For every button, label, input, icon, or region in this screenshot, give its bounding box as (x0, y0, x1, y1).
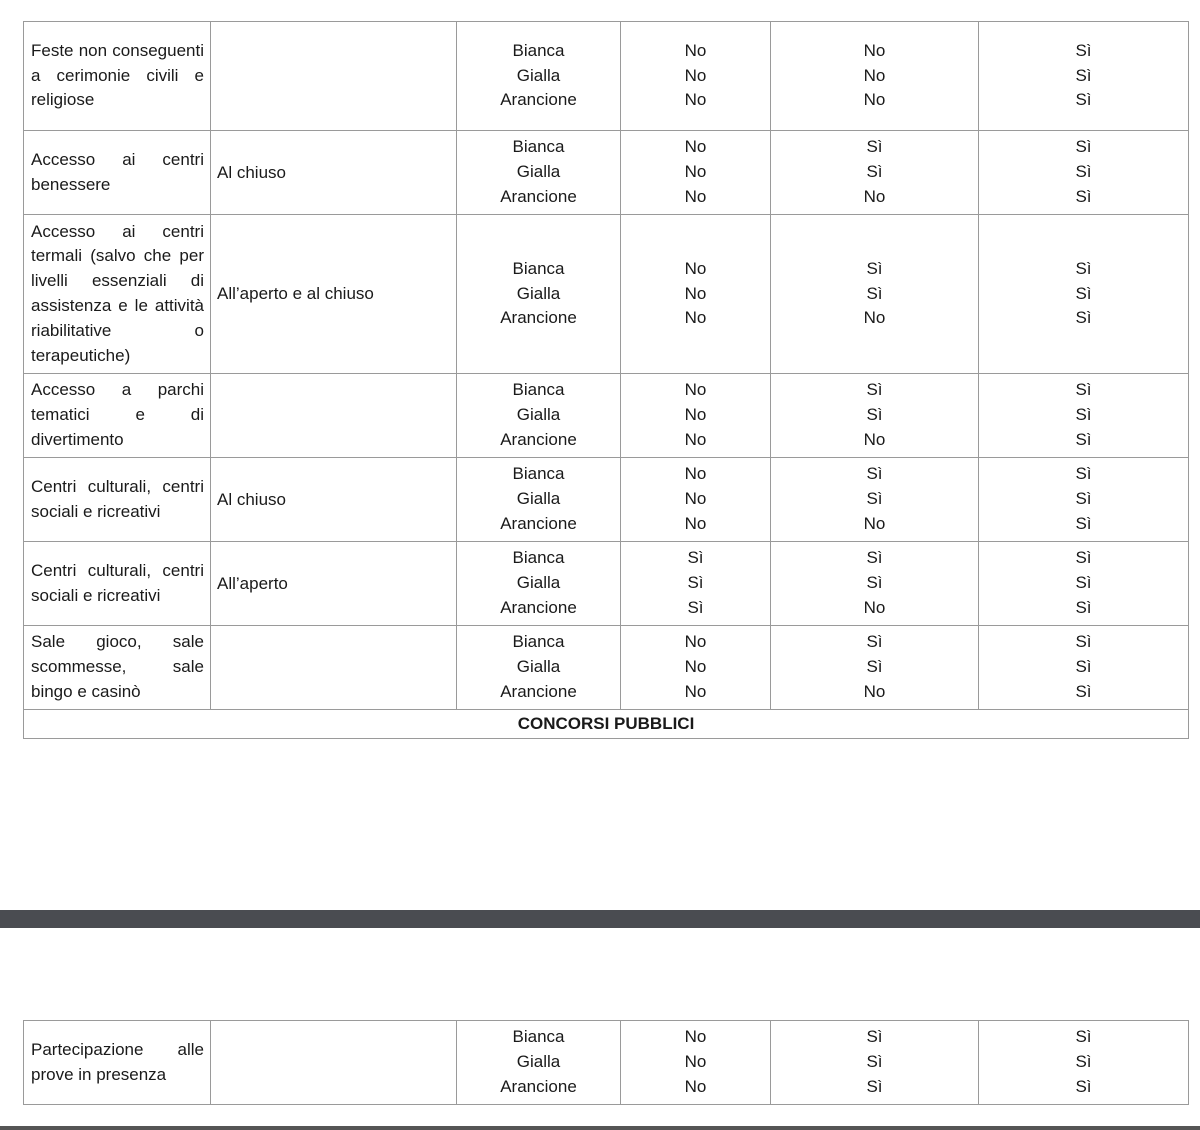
status-value: Sì (1075, 1052, 1092, 1072)
page-bottom-edge (0, 1126, 1200, 1130)
status-value: No (684, 681, 707, 701)
status-value: No (684, 186, 707, 206)
table-row (24, 131, 1189, 215)
status-cell-c (979, 458, 1189, 542)
status-value: Sì (1075, 632, 1092, 652)
status-cell-c (979, 215, 1189, 374)
zone-label: Bianca (512, 1027, 565, 1047)
status-value: Sì (866, 632, 883, 652)
status-cell-a (621, 131, 771, 215)
zone-label: Gialla (516, 65, 561, 85)
status-value: Sì (687, 548, 704, 568)
zone-cell (457, 626, 621, 710)
zone-label: Arancione (500, 1076, 577, 1096)
status-value: No (684, 40, 707, 60)
zone-cell (457, 22, 621, 131)
status-value: Sì (866, 380, 883, 400)
setting-cell (211, 131, 457, 215)
status-value: Sì (1075, 65, 1092, 85)
status-value: Sì (866, 137, 883, 157)
zone-cell (457, 215, 621, 374)
status-value: No (684, 489, 707, 509)
status-value: Sì (1075, 40, 1092, 60)
setting-label: All’aperto e al chiuso (217, 284, 374, 303)
status-value: No (684, 464, 707, 484)
zone-label: Arancione (500, 90, 577, 110)
activity-cell (24, 626, 211, 710)
status-value: No (863, 186, 886, 206)
status-value: Sì (1075, 137, 1092, 157)
status-value: Sì (1075, 186, 1092, 206)
status-value: Sì (866, 283, 883, 303)
status-cell-b (771, 374, 979, 458)
status-cell-b (771, 1021, 979, 1105)
activity-cell (24, 215, 211, 374)
status-value: Sì (1075, 513, 1092, 533)
status-value: No (684, 405, 707, 425)
section-row (24, 710, 1189, 739)
activity-cell (24, 1021, 211, 1105)
status-value: Sì (1075, 258, 1092, 278)
zone-label: Arancione (500, 513, 577, 533)
setting-cell (211, 22, 457, 131)
status-value: No (684, 308, 707, 328)
status-value: Sì (1075, 548, 1092, 568)
status-value: No (684, 90, 707, 110)
zone-label: Arancione (500, 186, 577, 206)
status-value: No (684, 1076, 707, 1096)
status-value: Sì (866, 1027, 883, 1047)
status-value: Sì (866, 405, 883, 425)
table-row (24, 22, 1189, 131)
activity-cell (24, 458, 211, 542)
status-cell-b (771, 458, 979, 542)
status-cell-a (621, 458, 771, 542)
activity-label: Accesso ai centri termali (salvo che per livelli essenziali di assistenza e le attività riabilitative o terapeutiche) (31, 221, 204, 365)
status-cell-c (979, 374, 1189, 458)
table-row (24, 374, 1189, 458)
activity-cell (24, 131, 211, 215)
status-cell-c (979, 542, 1189, 626)
status-value: Sì (1075, 380, 1092, 400)
status-cell-c (979, 22, 1189, 131)
status-cell-a (621, 626, 771, 710)
setting-cell (211, 374, 457, 458)
status-value: No (684, 1027, 707, 1047)
table-row (24, 1021, 1189, 1105)
status-value: No (863, 513, 886, 533)
activity-label: Centri culturali, centri sociali e ricreativi (31, 560, 204, 605)
status-value: Sì (866, 464, 883, 484)
status-value: No (863, 681, 886, 701)
setting-cell (211, 215, 457, 374)
status-value: Sì (866, 489, 883, 509)
status-value: No (863, 429, 886, 449)
status-value: No (684, 1052, 707, 1072)
status-value: Sì (1075, 681, 1092, 701)
zone-label: Gialla (516, 162, 561, 182)
status-value: No (863, 65, 886, 85)
status-value: No (684, 657, 707, 677)
status-value: Sì (866, 1076, 883, 1096)
status-cell-a (621, 374, 771, 458)
activity-label: Accesso a parchi tematici e di divertimento (31, 380, 204, 449)
zone-label: Gialla (516, 405, 561, 425)
zone-label: Bianca (512, 380, 565, 400)
status-cell-c (979, 1021, 1189, 1105)
zone-label: Bianca (512, 137, 565, 157)
status-value: No (684, 65, 707, 85)
table-row (24, 542, 1189, 626)
section-title: CONCORSI PUBBLICI (517, 714, 695, 733)
zone-label: Gialla (516, 283, 561, 303)
zone-label: Gialla (516, 489, 561, 509)
zone-cell (457, 1021, 621, 1105)
zone-label: Gialla (516, 573, 561, 593)
status-value: No (684, 513, 707, 533)
status-cell-b (771, 626, 979, 710)
status-cell-a (621, 22, 771, 131)
section-title-cell (24, 710, 1189, 739)
table-row (24, 626, 1189, 710)
status-cell-b (771, 542, 979, 626)
status-value: Sì (866, 573, 883, 593)
setting-cell (211, 1021, 457, 1105)
status-value: No (684, 380, 707, 400)
setting-label: All’aperto (217, 573, 288, 593)
status-value: No (684, 258, 707, 278)
activity-label: Accesso ai centri benessere (31, 149, 204, 194)
setting-label: Al chiuso (217, 489, 286, 509)
status-value: Sì (1075, 405, 1092, 425)
status-value: Sì (687, 597, 704, 617)
zone-cell (457, 374, 621, 458)
restrictions-table-continued (23, 1020, 1189, 1105)
status-value: No (684, 283, 707, 303)
zone-label: Arancione (500, 681, 577, 701)
status-value: Sì (866, 548, 883, 568)
status-value: Sì (687, 573, 704, 593)
status-value: Sì (1075, 308, 1092, 328)
status-value: No (863, 308, 886, 328)
zone-label: Bianca (512, 464, 565, 484)
status-value: No (863, 90, 886, 110)
zone-cell (457, 131, 621, 215)
status-value: Sì (1075, 464, 1092, 484)
zone-label: Gialla (516, 657, 561, 677)
status-value: Sì (1075, 1076, 1092, 1096)
page-break-bar (0, 910, 1200, 928)
status-cell-b (771, 215, 979, 374)
status-value: No (684, 162, 707, 182)
status-value: Sì (1075, 573, 1092, 593)
zone-cell (457, 458, 621, 542)
status-value: Sì (1075, 657, 1092, 677)
activity-cell (24, 22, 211, 131)
status-cell-c (979, 626, 1189, 710)
status-value: No (684, 429, 707, 449)
status-value: No (684, 632, 707, 652)
status-value: Sì (1075, 283, 1092, 303)
status-cell-a (621, 1021, 771, 1105)
status-value: Sì (1075, 90, 1092, 110)
activity-label: Centri culturali, centri sociali e ricreativi (31, 476, 204, 521)
zone-label: Arancione (500, 597, 577, 617)
zone-label: Gialla (516, 1052, 561, 1072)
status-value: Sì (1075, 1027, 1092, 1047)
activity-label: Feste non conseguenti a cerimonie civili e religiose (31, 40, 204, 110)
setting-cell (211, 458, 457, 542)
status-value: Sì (866, 1052, 883, 1072)
table-row (24, 215, 1189, 374)
zone-label: Bianca (512, 632, 565, 652)
status-cell-b (771, 22, 979, 131)
zone-label: Bianca (512, 258, 565, 278)
status-value: Sì (1075, 429, 1092, 449)
activity-label: Sale gioco, sale scommesse, sale bingo e casinò (31, 632, 204, 701)
zone-label: Arancione (500, 429, 577, 449)
activity-label: Partecipazione alle prove in presenza (31, 1039, 204, 1084)
status-cell-a (621, 215, 771, 374)
setting-cell (211, 542, 457, 626)
status-value: No (863, 40, 886, 60)
restrictions-table (23, 21, 1189, 739)
status-value: No (863, 597, 886, 617)
status-cell-b (771, 131, 979, 215)
status-cell-a (621, 542, 771, 626)
status-cell-c (979, 131, 1189, 215)
setting-label: Al chiuso (217, 162, 286, 182)
zone-cell (457, 542, 621, 626)
status-value: Sì (866, 258, 883, 278)
setting-cell (211, 626, 457, 710)
table-row (24, 458, 1189, 542)
zone-label: Bianca (512, 40, 565, 60)
status-value: Sì (1075, 162, 1092, 182)
status-value: No (684, 137, 707, 157)
activity-cell (24, 374, 211, 458)
status-value: Sì (1075, 489, 1092, 509)
status-value: Sì (866, 657, 883, 677)
status-value: Sì (1075, 597, 1092, 617)
activity-cell (24, 542, 211, 626)
status-value: Sì (866, 162, 883, 182)
zone-label: Bianca (512, 548, 565, 568)
zone-label: Arancione (500, 308, 577, 328)
